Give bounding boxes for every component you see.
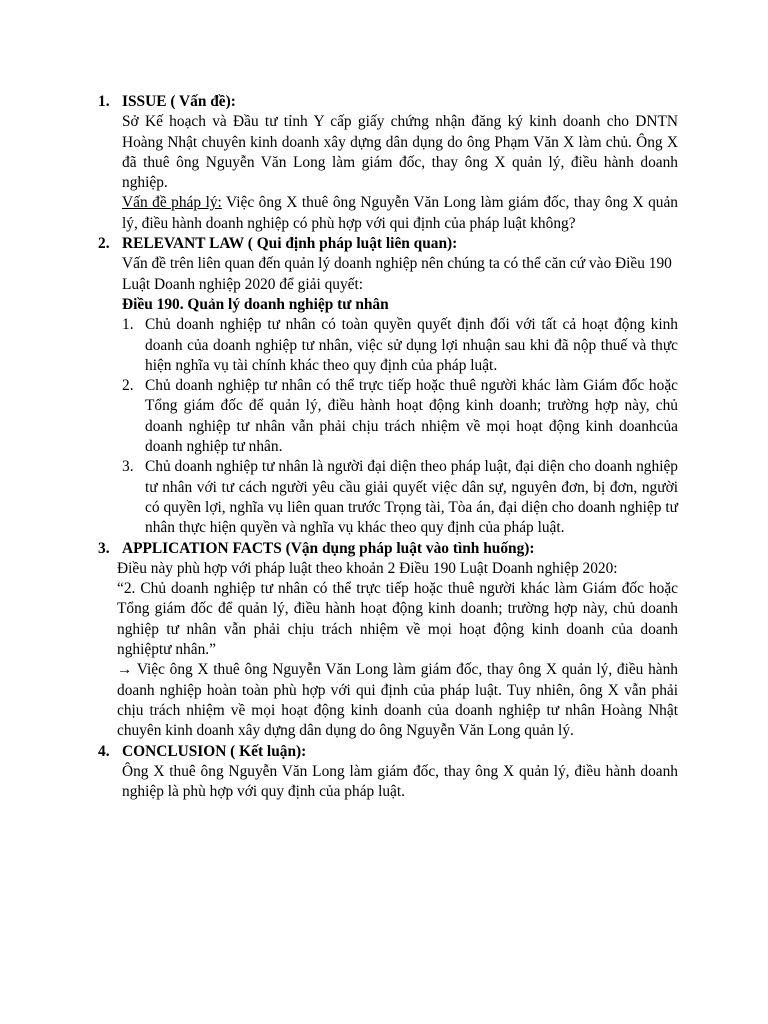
document-page (0, 92, 768, 802)
clause-number: 1. (122, 316, 134, 334)
section-number: 1. (98, 93, 110, 110)
clause-text: Chủ doanh nghiệp tư nhân là người đại diện theo pháp luật, đại diện cho doanh nghiệp tư nhân với tư cách người yêu cầu giải quyết việc dân sự, nguyên đơn, bị đơn, người có quyền lợi, nghĩa vụ liên quan trước Trọng tài, Tòa án, đại diện cho doanh nghiệp tư nhân thực hiện quyền và nghĩa vụ khác theo quy định của pháp luật. (145, 458, 678, 537)
section-heading-text: APPLICATION FACTS (Vận dụng pháp luật vào tình huống): (122, 539, 535, 557)
section-relevant-law-heading (0, 234, 682, 254)
article-clause (0, 376, 678, 457)
article-clause (0, 457, 678, 538)
section-issue-heading (0, 92, 682, 112)
clause-text: Chủ doanh nghiệp tư nhân có thể trực tiếp hoặc thuê người khác làm Giám đốc hoặc Tổng giám đốc để quản lý, điều hành hoạt động kinh doanh; trường hợp này, chủ doanh nghiệp tư nhân vẫn phải chịu trách nhiệm về mọi hoạt động kinh doanhcủa doanh nghiệp tư nhân. (145, 377, 678, 456)
conclusion-paragraph: Ông X thuê ông Nguyễn Văn Long làm giám đốc, thay ông X quản lý, điều hành doanh nghiệp là phù hợp với quy định của pháp luật. (122, 762, 678, 801)
article-clause (0, 315, 678, 376)
section-number: 2. (98, 235, 110, 253)
section-conclusion-heading (0, 742, 682, 762)
clause-number: 2. (122, 377, 134, 395)
section-heading-text: RELEVANT LAW ( Qui định pháp luật liên quan): (122, 235, 458, 253)
legal-issue-paragraph (0, 193, 678, 234)
relevant-law-intro: Vấn đề trên liên quan đến quản lý doanh nghiệp nên chúng ta có thể căn cứ vào Điều 190 Luật Doanh nghiệp 2020 để giải quyết: (122, 255, 672, 293)
section-application-heading (0, 539, 682, 559)
issue-facts-paragraph: Sở Kế hoạch và Đầu tư tỉnh Y cấp giấy chứng nhận đăng ký kinh doanh cho DNTN Hoàng Nhật chuyên kinh doanh xây dựng dân dụng do ông Phạm Văn X làm chủ. Ông X đã thuê ông Nguyễn Văn Long làm giám đốc, thay ông X quản lý, điều hành doanh nghiệp. (122, 113, 678, 192)
article-title: Điều 190. Quản lý doanh nghiệp tư nhân (122, 295, 389, 313)
section-heading-text: ISSUE ( Vấn đề): (122, 93, 236, 110)
legal-issue-label: Vấn đề pháp lý: (122, 194, 222, 212)
application-analysis: → Việc ông X thuê ông Nguyễn Văn Long làm giám đốc, thay ông X quản lý, điều hành doanh nghiệp hoàn toàn phù hợp với qui định của pháp luật. Tuy nhiên, ông X vẫn phải chịu trách nhiệm về mọi hoạt động kinh doanh của doanh nghiệp tư nhân Hoàng Nhật chuyên kinh doanh xây dựng dân dụng do ông Nguyễn Văn Long quản lý. (117, 661, 678, 740)
legal-issue-text: Việc ông X thuê ông Nguyễn Văn Long làm giám đốc, thay ông X quản lý, điều hành doanh nghiệp có phù hợp với qui định của pháp luật không? (122, 194, 679, 232)
clause-text: Chủ doanh nghiệp tư nhân có toàn quyền quyết định đối với tất cả hoạt động kinh doanh của doanh nghiệp tư nhân, việc sử dụng lợi nhuận sau khi đã nộp thuế và thực hiện nghĩa vụ tài chính khác theo quy định của pháp luật. (145, 316, 678, 374)
section-number: 4. (98, 742, 110, 760)
application-intro: Điều này phù hợp với pháp luật theo khoản 2 Điều 190 Luật Doanh nghiệp 2020: (117, 559, 618, 577)
clause-number: 3. (122, 458, 134, 476)
section-heading-text: CONCLUSION ( Kết luận): (122, 742, 307, 760)
application-quote: “2. Chủ doanh nghiệp tư nhân có thể trực tiếp hoặc thuê người khác làm Giám đốc hoặc Tổng giám đốc để quản lý, điều hành hoạt động kinh doanh; trường hợp này, chủ doanh nghiệp tư nhân vẫn phải chịu trách nhiệm về mọi hoạt động kinh doanh của doanh nghiệptư nhân.” (117, 580, 678, 659)
section-number: 3. (98, 539, 110, 557)
